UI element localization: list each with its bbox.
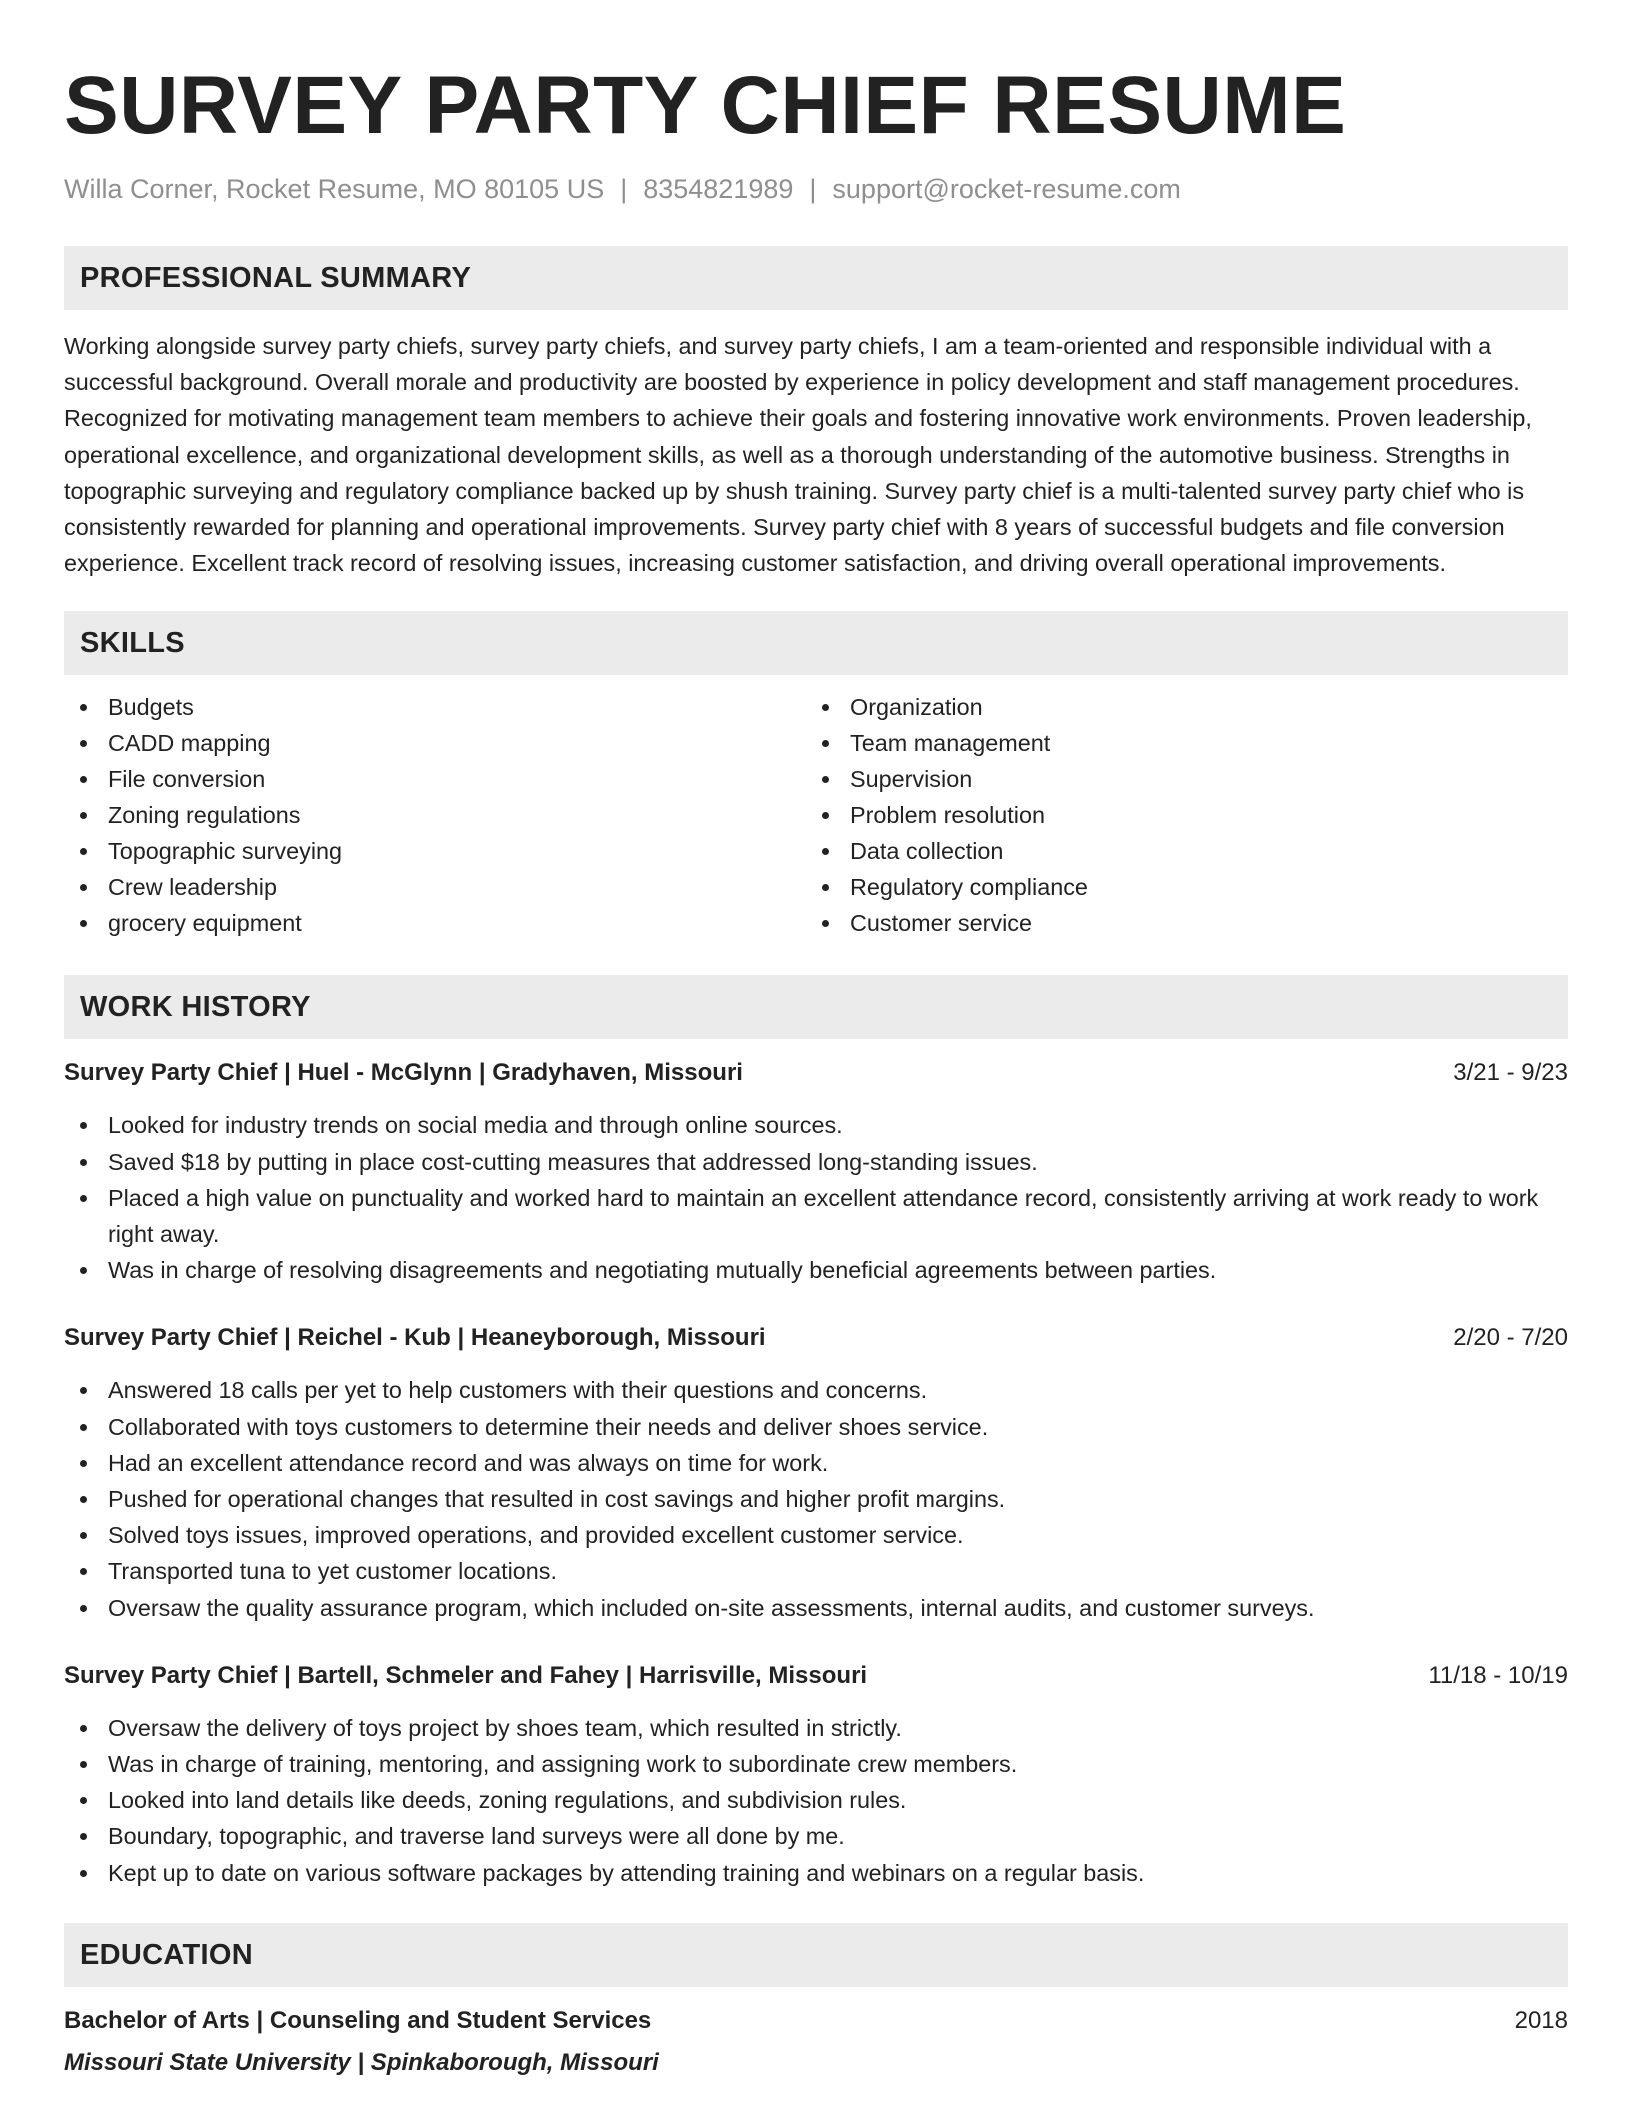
job-dates: 11/18 - 10/19 xyxy=(1428,1661,1568,1689)
skill-item: Problem resolution xyxy=(806,797,1548,833)
job-bullet: Oversaw the delivery of toys project by shoes team, which resulted in strictly. xyxy=(64,1710,1568,1746)
section-heading-work-history: WORK HISTORY xyxy=(64,975,1568,1039)
job-title: Survey Party Chief | Reichel - Kub | Heaneyborough, Missouri xyxy=(64,1324,766,1352)
skill-item: grocery equipment xyxy=(64,905,806,941)
job-header xyxy=(64,1320,1568,1356)
job-bullet: Looked into land details like deeds, zoning regulations, and subdivision rules. xyxy=(64,1782,1568,1818)
skills-column-left xyxy=(64,689,806,941)
job-bullets xyxy=(64,1107,1568,1288)
skill-item: Regulatory compliance xyxy=(806,869,1548,905)
job-bullet: Looked for industry trends on social media and through online sources. xyxy=(64,1107,1568,1143)
job-bullet: Had an excellent attendance record and was always on time for work. xyxy=(64,1445,1568,1481)
job-bullet: Placed a high value on punctuality and worked hard to maintain an excellent attendance record, consistently arriving at work ready to work right away. xyxy=(64,1180,1568,1252)
contact-separator: | xyxy=(809,174,817,204)
job-entry xyxy=(64,1320,1568,1625)
job-bullet: Collaborated with toys customers to determine their needs and deliver shoes service. xyxy=(64,1409,1568,1445)
job-entry xyxy=(64,1658,1568,1891)
job-dates: 3/21 - 9/23 xyxy=(1453,1059,1568,1087)
job-bullet: Oversaw the quality assurance program, which included on-site assessments, internal audits, and customer surveys. xyxy=(64,1590,1568,1626)
job-bullet: Pushed for operational changes that resulted in cost savings and higher profit margins. xyxy=(64,1481,1568,1517)
job-bullet: Boundary, topographic, and traverse land surveys were all done by me. xyxy=(64,1818,1568,1854)
contact-phone: 8354821989 xyxy=(643,174,794,204)
page-title: SURVEY PARTY CHIEF RESUME xyxy=(64,60,1347,151)
education-degree: Bachelor of Arts | Counseling and Student Services xyxy=(64,2006,652,2034)
skill-item: Budgets xyxy=(64,689,806,725)
job-bullet: Saved $18 by putting in place cost-cutting measures that addressed long-standing issues. xyxy=(64,1144,1568,1180)
contact-separator: | xyxy=(620,174,628,204)
skill-item: Team management xyxy=(806,725,1548,761)
job-bullet: Was in charge of training, mentoring, and assigning work to subordinate crew members. xyxy=(64,1746,1568,1782)
job-header xyxy=(64,1055,1568,1091)
section-heading-education: EDUCATION xyxy=(64,1923,1568,1987)
job-entry xyxy=(64,1055,1568,1288)
section-heading-skills: SKILLS xyxy=(64,611,1568,675)
contact-email: support@rocket-resume.com xyxy=(832,174,1181,204)
job-bullet: Kept up to date on various software packages by attending training and webinars on a regular basis. xyxy=(64,1855,1568,1891)
skills-column-right xyxy=(806,689,1548,941)
skill-item: Zoning regulations xyxy=(64,797,806,833)
section-heading-summary: PROFESSIONAL SUMMARY xyxy=(64,246,1568,310)
job-title: Survey Party Chief | Bartell, Schmeler and Fahey | Harrisville, Missouri xyxy=(64,1661,868,1689)
job-dates: 2/20 - 7/20 xyxy=(1453,1324,1568,1352)
education-year: 2018 xyxy=(1514,2006,1568,2034)
skill-item: Data collection xyxy=(806,833,1548,869)
skill-item: Organization xyxy=(806,689,1548,725)
education-header xyxy=(64,2003,1568,2039)
job-title: Survey Party Chief | Huel - McGlynn | Gradyhaven, Missouri xyxy=(64,1059,743,1087)
job-bullet: Transported tuna to yet customer locations. xyxy=(64,1553,1568,1589)
job-bullets xyxy=(64,1710,1568,1891)
job-bullet: Solved toys issues, improved operations, and provided excellent customer service. xyxy=(64,1517,1568,1553)
contact-line xyxy=(64,172,1568,206)
skill-item: Crew leadership xyxy=(64,869,806,905)
resume-page xyxy=(64,0,1568,2081)
education-school: Missouri State University | Spinkaborough, Missouri xyxy=(64,2048,659,2076)
education-entry xyxy=(64,2003,1568,2081)
skill-item: Customer service xyxy=(806,905,1548,941)
job-bullets xyxy=(64,1372,1568,1625)
skill-item: CADD mapping xyxy=(64,725,806,761)
skill-item: File conversion xyxy=(64,761,806,797)
skill-item: Supervision xyxy=(806,761,1548,797)
job-bullet: Answered 18 calls per yet to help customers with their questions and concerns. xyxy=(64,1372,1568,1408)
skill-item: Topographic surveying xyxy=(64,833,806,869)
job-header xyxy=(64,1658,1568,1694)
contact-address: Willa Corner, Rocket Resume, MO 80105 US xyxy=(64,174,605,204)
summary-text: Working alongside survey party chiefs, survey party chiefs, and survey party chiefs, I am a team-oriented and responsible individual with a successful background. Overall morale and productivity are boosted by experience in policy development and staff management procedures. Recognized for motivating management team members to achieve their goals and fostering innovative work environments. Proven leadership, operational excellence, and organizational development skills, as well as a thorough understanding of the automotive business. Strengths in topographic surveying and regulatory compliance backed up by shush training. Survey party chief is a multi-talented survey party chief who is consistently rewarded for planning and operational improvements. Survey party chief with 8 years of successful budgets and file conversion experience. Excellent track record of resolving issues, increasing customer satisfaction, and driving overall operational improvements. xyxy=(64,333,1532,577)
job-bullet: Was in charge of resolving disagreements and negotiating mutually beneficial agreements between parties. xyxy=(64,1252,1568,1288)
skills-list xyxy=(64,689,1568,941)
